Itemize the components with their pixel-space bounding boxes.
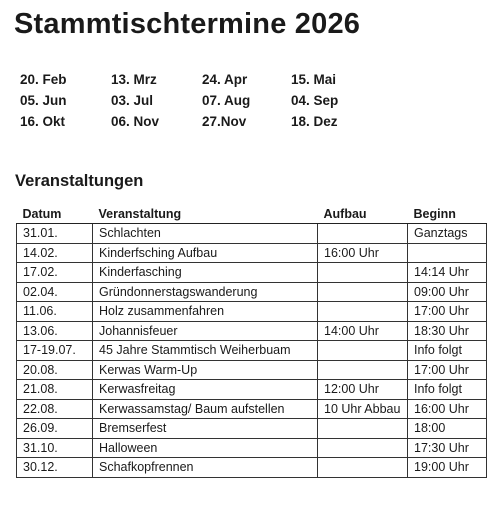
event-date: 11.06. (17, 302, 93, 322)
event-setup (318, 302, 408, 322)
event-date: 20.08. (17, 360, 93, 380)
stammtisch-date: 13. Mrz (111, 72, 157, 87)
stammtisch-date: 07. Aug (202, 93, 251, 108)
event-setup (318, 341, 408, 361)
event-start: 09:00 Uhr (408, 282, 487, 302)
event-name: Halloween (93, 438, 318, 458)
event-start (408, 243, 487, 263)
stammtisch-date: 27.Nov (202, 114, 247, 129)
event-date: 22.08. (17, 399, 93, 419)
column-header-start: Beginn (408, 204, 487, 224)
stammtisch-date: 18. Dez (291, 114, 338, 129)
event-name: Kinderfsching Aufbau (93, 243, 318, 263)
stammtisch-date: 04. Sep (291, 93, 339, 108)
event-start: Ganztags (408, 224, 487, 244)
event-date: 21.08. (17, 380, 93, 400)
event-setup: 16:00 Uhr (318, 243, 408, 263)
dates-row (20, 72, 360, 93)
event-setup (318, 263, 408, 283)
event-start: Info folgt (408, 380, 487, 400)
event-start: 17:00 Uhr (408, 302, 487, 322)
table-row (17, 282, 487, 302)
stammtisch-date: 16. Okt (20, 114, 66, 129)
table-row (17, 458, 487, 478)
event-name: 45 Jahre Stammtisch Weiherbuam (93, 341, 318, 361)
event-name: Gründonnerstagswanderung (93, 282, 318, 302)
event-name: Johannisfeuer (93, 321, 318, 341)
event-setup (318, 458, 408, 478)
event-name: Kerwassamstag/ Baum aufstellen (93, 399, 318, 419)
dates-row (20, 114, 360, 135)
table-row (17, 302, 487, 322)
page-title: Stammtischtermine 2026 (14, 8, 361, 40)
column-header-date: Datum (17, 204, 93, 224)
stammtisch-date: 03. Jul (111, 93, 154, 108)
event-date: 14.02. (17, 243, 93, 263)
event-date: 31.10. (17, 438, 93, 458)
table-row (17, 341, 487, 361)
table-row (17, 438, 487, 458)
stammtisch-date: 06. Nov (111, 114, 160, 129)
stammtisch-date: 15. Mai (291, 72, 337, 87)
event-name: Bremserfest (93, 419, 318, 439)
table-row (17, 243, 487, 263)
event-start: 17:30 Uhr (408, 438, 487, 458)
event-name: Kerwasfreitag (93, 380, 318, 400)
event-setup (318, 438, 408, 458)
column-header-event: Veranstaltung (93, 204, 318, 224)
event-start: 19:00 Uhr (408, 458, 487, 478)
event-start: 17:00 Uhr (408, 360, 487, 380)
event-setup: 14:00 Uhr (318, 321, 408, 341)
event-start: 14:14 Uhr (408, 263, 487, 283)
event-setup (318, 360, 408, 380)
event-date: 13.06. (17, 321, 93, 341)
table-row (17, 419, 487, 439)
event-start: Info folgt (408, 341, 487, 361)
event-date: 26.09. (17, 419, 93, 439)
event-date: 17.02. (17, 263, 93, 283)
table-row (17, 224, 487, 244)
event-name: Holz zusammenfahren (93, 302, 318, 322)
table-row (17, 263, 487, 283)
stammtisch-date: 24. Apr (202, 72, 248, 87)
event-start: 18:30 Uhr (408, 321, 487, 341)
table-header-row (17, 204, 487, 224)
stammtisch-date: 05. Jun (20, 93, 67, 108)
event-name: Schafkopfrennen (93, 458, 318, 478)
event-start: 18:00 (408, 419, 487, 439)
stammtisch-dates-grid (20, 72, 360, 135)
events-section-title: Veranstaltungen (15, 172, 144, 190)
event-date: 30.12. (17, 458, 93, 478)
event-date: 17-19.07. (17, 341, 93, 361)
table-row (17, 321, 487, 341)
table-row (17, 360, 487, 380)
event-setup: 12:00 Uhr (318, 380, 408, 400)
table-row (17, 380, 487, 400)
table-row (17, 399, 487, 419)
event-setup (318, 419, 408, 439)
event-name: Schlachten (93, 224, 318, 244)
event-setup (318, 224, 408, 244)
event-setup (318, 282, 408, 302)
event-name: Kinderfasching (93, 263, 318, 283)
column-header-setup: Aufbau (318, 204, 408, 224)
stammtisch-date: 20. Feb (20, 72, 67, 87)
event-date: 02.04. (17, 282, 93, 302)
event-name: Kerwas Warm-Up (93, 360, 318, 380)
event-date: 31.01. (17, 224, 93, 244)
events-table (16, 204, 487, 478)
event-start: 16:00 Uhr (408, 399, 487, 419)
dates-row (20, 93, 360, 114)
event-setup: 10 Uhr Abbau (318, 399, 408, 419)
